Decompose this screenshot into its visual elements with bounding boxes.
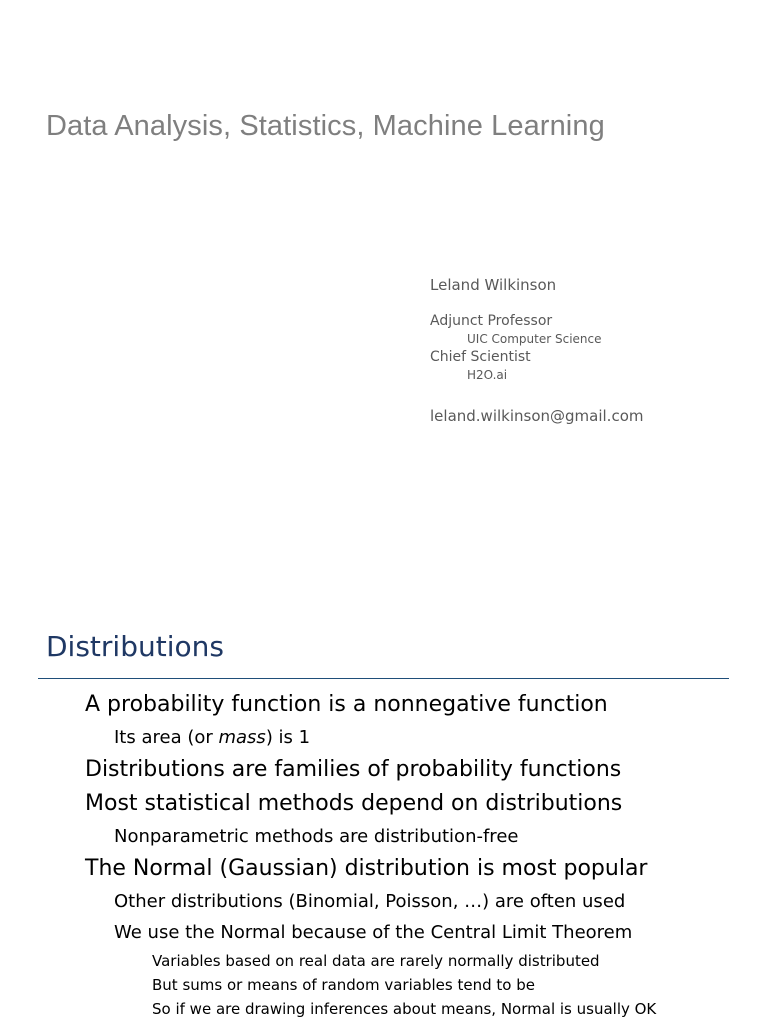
bullet-level-2: We use the Normal because of the Central Limit Theorem	[114, 922, 633, 943]
slide-title: Distributions	[46, 630, 224, 663]
bullet-level-3: So if we are drawing inferences about means, Normal is usually OK	[152, 1000, 657, 1018]
distributions-slide	[0, 600, 768, 1024]
bullet-level-2	[0, 722, 768, 753]
bullet-text: ) is 1	[265, 727, 311, 748]
bullet-level-1: A probability function is a nonnegative function	[85, 692, 608, 717]
role-title-2: Chief Scientist	[430, 349, 531, 365]
role-org-2: H2O.ai	[467, 368, 508, 382]
author-name: Leland Wilkinson	[430, 276, 557, 294]
role-org-1: UIC Computer Science	[467, 332, 602, 346]
role-title-1: Adjunct Professor	[430, 313, 553, 329]
bullet-text: Its area (or	[114, 727, 219, 748]
presentation-title: Data Analysis, Statistics, Machine Learning	[46, 110, 605, 142]
bullet-level-1: The Normal (Gaussian) distribution is most popular	[85, 856, 648, 881]
bullet-level-2: Other distributions (Binomial, Poisson, …) are often used	[114, 891, 626, 912]
bullet-level-1: Most statistical methods depend on distributions	[85, 791, 623, 816]
title-divider	[38, 678, 729, 679]
bullet-emphasis: mass	[218, 727, 266, 748]
bullet-level-3: Variables based on real data are rarely normally distributed	[152, 952, 600, 970]
bullet-list	[0, 688, 768, 1021]
author-email: leland.wilkinson@gmail.com	[430, 407, 644, 425]
bullet-level-1: Distributions are families of probability functions	[85, 757, 622, 782]
bullet-level-3: But sums or means of random variables tend to be	[152, 976, 535, 994]
bullet-level-2: Nonparametric methods are distribution-free	[114, 826, 519, 847]
author-block	[430, 275, 643, 426]
